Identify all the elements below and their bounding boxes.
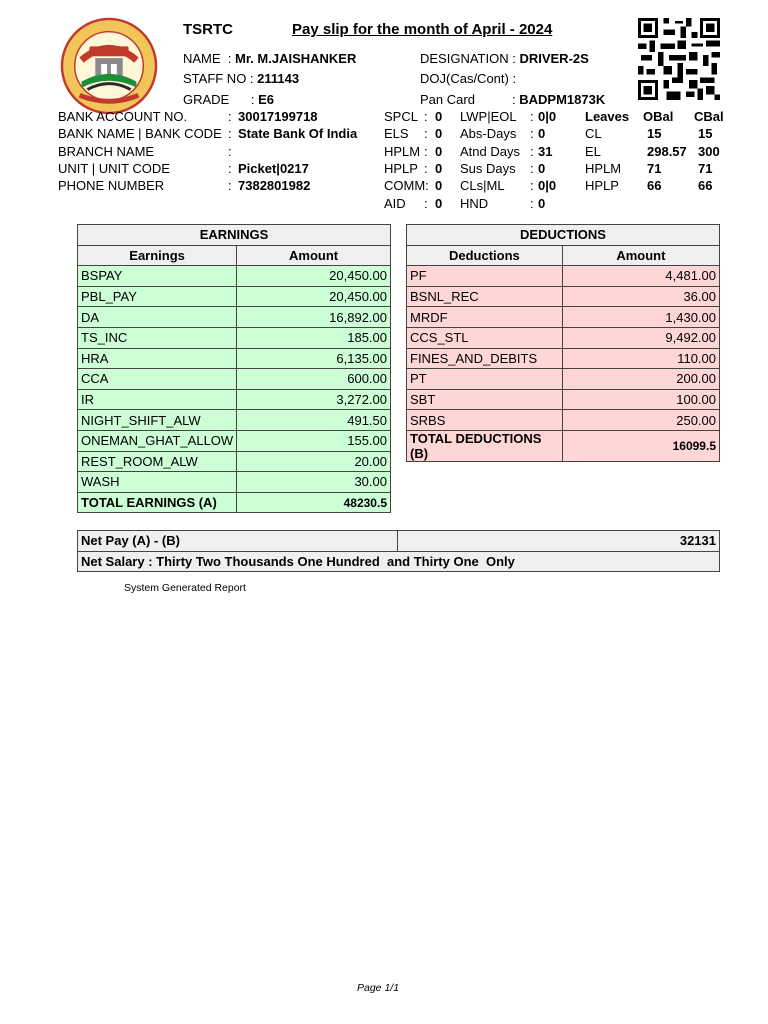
leave-cbal: 71	[698, 161, 713, 176]
table-row	[78, 327, 391, 348]
net-salary-words: Net Salary : Thirty Two Thousands One Hundred and Thirty One Only	[78, 551, 720, 572]
item-amount: 155.00	[237, 430, 391, 451]
item-name: REST_ROOM_ALW	[78, 451, 237, 472]
item-name: FINES_AND_DEBITS	[407, 348, 563, 369]
table-row	[407, 410, 720, 431]
leave-obal: 71	[647, 161, 662, 176]
earnings-title: EARNINGS	[78, 225, 391, 246]
table-row	[407, 348, 720, 369]
bank-label: PHONE NUMBER	[58, 178, 165, 193]
att-colon: :	[530, 144, 534, 159]
bank-colon: :	[228, 144, 232, 159]
att-colon: :	[424, 126, 428, 141]
total-deductions-value: 16099.5	[562, 430, 719, 461]
leaves-header: Leaves	[585, 109, 630, 124]
att-colon: :	[530, 109, 534, 124]
att-label: AID	[384, 196, 406, 211]
att-value: 0|0	[538, 109, 557, 124]
item-amount: 20,450.00	[237, 266, 391, 287]
item-name: CCS_STL	[407, 327, 563, 348]
staff-label: STAFF NO :	[183, 71, 254, 86]
att-value: 0|0	[538, 178, 557, 193]
designation-label: DESIGNATION :	[420, 51, 516, 66]
table-row	[78, 307, 391, 328]
page-number: Page 1/1	[357, 982, 400, 994]
att-label: COMM:	[384, 178, 429, 193]
item-name: TS_INC	[78, 327, 237, 348]
qr-code-icon	[633, 18, 725, 100]
leave-cbal: 15	[698, 126, 713, 141]
leave-obal: 15	[647, 126, 662, 141]
table-row	[407, 286, 720, 307]
item-amount: 185.00	[237, 327, 391, 348]
bank-label: BANK NAME | BANK CODE	[58, 126, 222, 141]
org-name: TSRTC	[183, 21, 233, 38]
earnings-table	[77, 224, 391, 513]
item-name: HRA	[78, 348, 237, 369]
item-name: BSNL_REC	[407, 286, 563, 307]
table-row	[407, 266, 720, 287]
earnings-col-header: Earnings	[78, 245, 237, 266]
table-row	[78, 410, 391, 431]
att-label: Abs-Days	[460, 126, 517, 141]
table-row	[407, 389, 720, 410]
att-colon: :	[424, 161, 428, 176]
leave-cbal: 300	[698, 144, 720, 159]
item-name: IR	[78, 389, 237, 410]
table-row	[78, 266, 391, 287]
item-amount: 20,450.00	[237, 286, 391, 307]
att-colon: :	[424, 196, 428, 211]
total-earnings-value: 48230.5	[237, 492, 391, 513]
item-amount: 200.00	[562, 369, 719, 390]
item-name: CCA	[78, 369, 237, 390]
att-label: HND	[460, 196, 489, 211]
item-amount: 4,481.00	[562, 266, 719, 287]
att-label: CLs|ML	[460, 178, 505, 193]
bank-label: BRANCH NAME	[58, 144, 155, 159]
att-colon: :	[530, 126, 534, 141]
name-field: NAME : Mr. M.JAISHANKER	[183, 51, 357, 66]
att-value: 0	[435, 178, 443, 193]
item-amount: 250.00	[562, 410, 719, 431]
table-row	[407, 307, 720, 328]
bank-label: BANK ACCOUNT NO.	[58, 109, 188, 124]
name-value: Mr. M.JAISHANKER	[235, 51, 357, 66]
item-amount: 20.00	[237, 451, 391, 472]
deductions-col-header: Deductions	[407, 245, 563, 266]
doj-label: DOJ(Cas/Cont) :	[420, 71, 517, 86]
item-amount: 6,135.00	[237, 348, 391, 369]
item-name: DA	[78, 307, 237, 328]
tsrtc-logo	[60, 17, 158, 115]
leave-type: CL	[585, 126, 602, 141]
item-amount: 1,430.00	[562, 307, 719, 328]
att-label: HPLM	[384, 144, 421, 159]
leave-type: HPLP	[585, 178, 619, 193]
att-colon: :	[424, 109, 428, 124]
item-amount: 100.00	[562, 389, 719, 410]
name-label: NAME	[183, 51, 221, 66]
bank-colon: :	[228, 178, 232, 193]
item-amount: 491.50	[237, 410, 391, 431]
item-name: ONEMAN_GHAT_ALLOW	[78, 430, 237, 451]
att-value: 0	[538, 196, 546, 211]
leave-type: EL	[585, 144, 601, 159]
pan-value: BADPM1873K	[519, 92, 606, 107]
table-row	[78, 348, 391, 369]
att-colon: :	[530, 196, 534, 211]
item-name: NIGHT_SHIFT_ALW	[78, 410, 237, 431]
grade-field: GRADE : E6	[183, 92, 275, 107]
bank-colon: :	[228, 161, 232, 176]
page-title: Pay slip for the month of April - 2024	[292, 21, 553, 38]
bank-colon: :	[228, 109, 232, 124]
att-value: 0	[538, 161, 546, 176]
att-label: ELS	[384, 126, 409, 141]
pan-label: Pan Card	[420, 92, 475, 107]
item-name: BSPAY	[78, 266, 237, 287]
att-colon: :	[424, 144, 428, 159]
staff-value: 211143	[257, 71, 300, 86]
table-row	[78, 451, 391, 472]
att-value: 0	[538, 126, 546, 141]
table-row	[78, 369, 391, 390]
item-name: PBL_PAY	[78, 286, 237, 307]
item-amount: 36.00	[562, 286, 719, 307]
item-name: SRBS	[407, 410, 563, 431]
bank-label: UNIT | UNIT CODE	[58, 161, 170, 176]
att-label: Atnd Days	[460, 144, 520, 159]
leaves-header: OBal	[643, 109, 674, 124]
amount-col-header: Amount	[237, 245, 391, 266]
item-name: SBT	[407, 389, 563, 410]
bank-value: 7382801982	[238, 178, 311, 193]
table-row	[78, 286, 391, 307]
att-label: Sus Days	[460, 161, 516, 176]
total-deductions-row	[407, 430, 720, 461]
designation-field	[420, 51, 589, 66]
item-amount: 3,272.00	[237, 389, 391, 410]
designation-value: DRIVER-2S	[519, 51, 589, 66]
amount-col-header: Amount	[562, 245, 719, 266]
att-colon: :	[530, 178, 534, 193]
net-pay-value: 32131	[398, 531, 720, 552]
leave-type: HPLM	[585, 161, 622, 176]
att-label: LWP|EOL	[460, 109, 517, 124]
att-label: SPCL	[384, 109, 418, 124]
table-row	[407, 369, 720, 390]
table-row	[407, 327, 720, 348]
total-earnings-row	[78, 492, 391, 513]
item-name: WASH	[78, 472, 237, 493]
deductions-title: DEDUCTIONS	[407, 225, 720, 246]
table-row	[78, 430, 391, 451]
deductions-table	[406, 224, 720, 462]
att-value: 0	[435, 126, 443, 141]
pan-field: : BADPM1873K	[512, 92, 606, 107]
item-amount: 30.00	[237, 472, 391, 493]
att-colon: :	[530, 161, 534, 176]
bank-colon: :	[228, 126, 232, 141]
net-pay-table	[77, 530, 720, 572]
grade-label: GRADE	[183, 92, 230, 107]
item-amount: 9,492.00	[562, 327, 719, 348]
table-row	[78, 389, 391, 410]
item-name: PT	[407, 369, 563, 390]
item-amount: 110.00	[562, 348, 719, 369]
total-earnings-label: TOTAL EARNINGS (A)	[78, 492, 237, 513]
item-amount: 16,892.00	[237, 307, 391, 328]
bank-value: 30017199718	[238, 109, 318, 124]
att-value: 31	[538, 144, 553, 159]
leave-cbal: 66	[698, 178, 713, 193]
item-name: MRDF	[407, 307, 563, 328]
item-amount: 600.00	[237, 369, 391, 390]
total-deductions-label: TOTAL DEDUCTIONS (B)	[407, 430, 563, 461]
grade-value: E6	[258, 92, 275, 107]
bank-value: Picket|0217	[238, 161, 309, 176]
att-value: 0	[435, 109, 443, 124]
att-label: HPLP	[384, 161, 418, 176]
att-value: 0	[435, 144, 443, 159]
table-row	[78, 472, 391, 493]
system-generated-note: System Generated Report	[124, 582, 246, 594]
att-value: 0	[435, 196, 443, 211]
bank-value: State Bank Of India	[238, 126, 358, 141]
leaves-header: CBal	[694, 109, 724, 124]
leave-obal: 298.57	[647, 144, 687, 159]
item-name: PF	[407, 266, 563, 287]
leave-obal: 66	[647, 178, 662, 193]
net-pay-label: Net Pay (A) - (B)	[78, 531, 398, 552]
att-value: 0	[435, 161, 443, 176]
staff-field	[183, 71, 299, 86]
